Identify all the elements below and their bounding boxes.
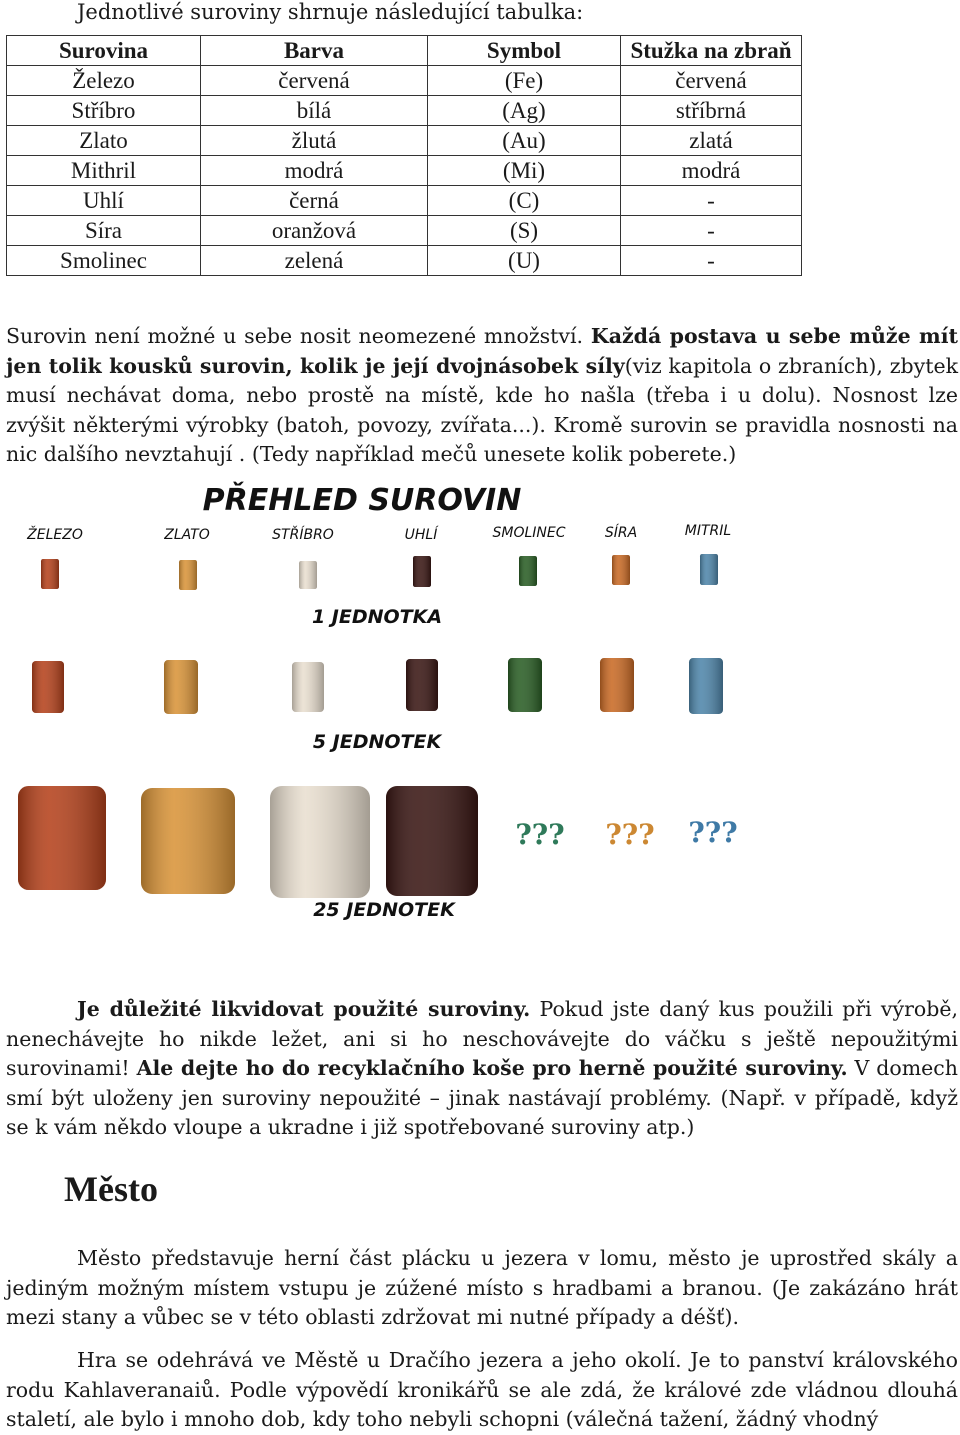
smolinec-block — [508, 658, 542, 712]
unknown-mark: ??? — [688, 816, 738, 849]
table-cell: Uhlí — [7, 186, 201, 216]
table-header: Barva — [201, 36, 428, 66]
figure-title: PŘEHLED SUROVIN — [202, 483, 522, 518]
table-cell: - — [621, 246, 802, 276]
uhli-block — [413, 556, 431, 587]
unit-row-1 — [41, 554, 718, 590]
zelezo-block — [32, 661, 64, 713]
bold-rule: Ale dejte ho do recyklačního koše pro herně použité suroviny. — [136, 1056, 848, 1080]
table-cell: - — [621, 216, 802, 246]
city-paragraph: Město představuje herní část plácku u jezera v lomu, město je uprostřed skály a jediným možným místem vstupu je zúžené místo s hradbami a branou. (Je zakázáno hrát mezi stany a vůbec se v této oblasti zdržovat mi nutné případy a déšť). — [6, 1246, 958, 1329]
table-cell: Smolinec — [7, 246, 201, 276]
table-header: Symbol — [428, 36, 621, 66]
stribro-block — [270, 786, 370, 898]
table-cell: žlutá — [201, 126, 428, 156]
bold-rule: Každá postava u sebe může mít jen tolik kousků surovin, kolik je její dvojnásobek síly — [6, 324, 958, 378]
table-cell: zelená — [201, 246, 428, 276]
uhli-block — [406, 659, 438, 711]
unknown-mark: ??? — [515, 818, 565, 851]
bold-rule: Je důležité likvidovat použité suroviny. — [77, 997, 531, 1021]
uhli-block — [386, 786, 478, 896]
table-cell: Stříbro — [7, 96, 201, 126]
smolinec-block — [519, 556, 537, 586]
table-cell: (Au) — [428, 126, 621, 156]
unit-row-5 — [32, 658, 723, 714]
table-cell: Železo — [7, 66, 201, 96]
table-cell: stříbrná — [621, 96, 802, 126]
material-label: SMOLINEC — [492, 525, 566, 541]
table-row — [7, 156, 802, 186]
unknown-mark: ??? — [605, 818, 655, 851]
table-cell: - — [621, 186, 802, 216]
table-row — [7, 66, 802, 96]
material-label: STŘÍBRO — [272, 527, 334, 543]
materials-table — [6, 35, 802, 276]
zlato-block — [179, 560, 197, 590]
story-paragraph: Hra se odehrává ve Městě u Dračího jezera a jeho okolí. Je to panství královského rodu Kahlaveranaiů. Podle výpovědí kronikářů se ale zdá, že králové zde vládnou dlouhá staletí, ale bylo i mnoho dob, kdy toho nebyli schopni (válečná tažení, žádný vhodný — [6, 1348, 958, 1431]
table-cell: modrá — [201, 156, 428, 186]
table-cell: Síra — [7, 216, 201, 246]
table-cell: (C) — [428, 186, 621, 216]
zelezo-block — [18, 786, 106, 890]
row-label-25: 25 JEDNOTEK — [313, 899, 455, 921]
table-cell: černá — [201, 186, 428, 216]
material-label: ŽELEZO — [27, 527, 83, 543]
table-cell: (S) — [428, 216, 621, 246]
material-label: ZLATO — [164, 527, 210, 543]
mitril-block — [689, 658, 723, 714]
material-label: SÍRA — [604, 525, 638, 541]
text-span: Pokud jste daný kus použili při výrobě, nenechávejte ho nikde ležet, ani si ho neschovávejte do váčku s ještě nepoužitými surovinami! — [6, 997, 958, 1080]
zlato-block — [141, 788, 235, 894]
table-cell: (Ag) — [428, 96, 621, 126]
stribro-block — [299, 561, 317, 589]
material-label: MITRIL — [684, 523, 732, 539]
materials-overview-figure — [0, 476, 960, 936]
text-span: Surovin není možné u sebe nosit neomezené množství. — [6, 324, 591, 348]
recycling-paragraph — [6, 995, 958, 1143]
mitril-block — [700, 554, 718, 585]
zelezo-block — [41, 559, 59, 589]
table-cell: bílá — [201, 96, 428, 126]
table-header: Surovina — [7, 36, 201, 66]
table-cell: (Mi) — [428, 156, 621, 186]
table-cell: červená — [621, 66, 802, 96]
table-cell: červená — [201, 66, 428, 96]
table-cell: modrá — [621, 156, 802, 186]
text-span: V domech smí být uloženy jen suroviny nepoužité – jinak nastávají problémy. (Např. v případě, když se k vám někdo vloupe a ukradne i již spotřebované suroviny atp.) — [6, 1056, 958, 1139]
text-span: (viz kapitola o zbraních), zbytek musí nechávat doma, nebo prostě na místě, kde ho našla (třeba i u dolu). Nosnost lze zvýšit některými výrobky (batoh, povozy, zvířata...). Kromě surovin se pravidla nosnosti na nic dalšího nevztahují . (Tedy například mečů unesete kolik poberete.) — [6, 353, 958, 466]
table-row — [7, 126, 802, 156]
carry-limit-paragraph — [6, 322, 958, 470]
section-heading: Město — [64, 1169, 158, 1209]
unit-row-25 — [18, 786, 478, 898]
table-row — [7, 186, 802, 216]
table-row — [7, 246, 802, 276]
sira-block — [600, 658, 634, 712]
table-cell: (Fe) — [428, 66, 621, 96]
table-row — [7, 96, 802, 126]
table-cell: Mithril — [7, 156, 201, 186]
table-header-row — [7, 36, 802, 66]
row-label-1: 1 JEDNOTKA — [311, 606, 443, 628]
table-cell: (U) — [428, 246, 621, 276]
material-label: UHLÍ — [404, 527, 438, 543]
table-cell: oranžová — [201, 216, 428, 246]
table-cell: zlatá — [621, 126, 802, 156]
intro-text: Jednotlivé suroviny shrnuje následující tabulka: — [77, 0, 584, 24]
materials-overview-image — [0, 476, 960, 936]
sira-block — [612, 555, 630, 585]
table-header: Stužka na zbraň — [621, 36, 802, 66]
zlato-block — [164, 660, 198, 714]
table-cell: Zlato — [7, 126, 201, 156]
row-label-5: 5 JEDNOTEK — [312, 731, 442, 753]
table-row — [7, 216, 802, 246]
stribro-block — [292, 662, 324, 712]
